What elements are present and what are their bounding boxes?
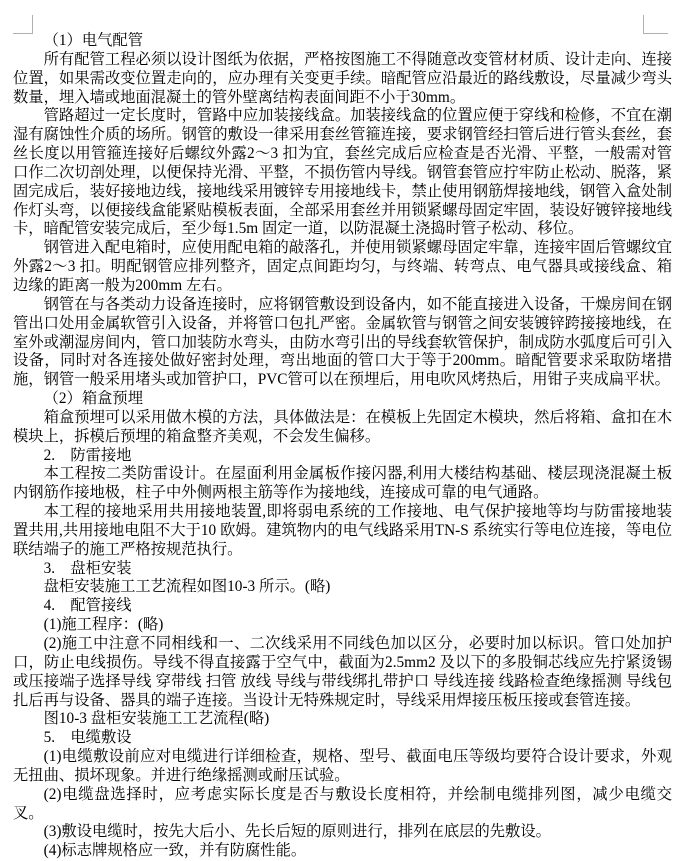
para-cable-reel-selection: (2)电缆盘选择时，应考虑实际长度是否与敷设长度相符，并绘制电缆排列图，减少电缆交叉。 [13,785,672,822]
heading-box-embedding: （2）箱盒预埋 [43,390,144,408]
heading-cable-laying: 5. 电缆敷设 [43,729,132,747]
para-wiring-notes: (2)施工中注意不同相线和一、二次线采用不同线色加以区分，必要时加以标识。管口处加护口，防止电线损伤。导线不得直接露于空气中，截面为2.5mm2 及以下的多股铜芯线应先拧紧烫锡或压接端子选择导线 穿带线 扫管 放线 导线与带线绑扎带护口 导线连接 线路检查绝缘摇测 导线包扎后再与设备、器具的端子连接。当设计无特殊规定时，导线采用焊接压板压接或套管连接。 [13,635,672,709]
para-panel-cabinet-process: 盘柜安装施工工艺流程如图10-3 所示。(略) [43,578,331,596]
heading-electrical-conduit: （1）电气配管 [43,32,144,49]
para-box-embedding-method: 箱盒预埋可以采用做木模的方法，具体做法是：在模板上先固定木模块，然后将箱、盒扣在木模块上，拆模后预埋的箱盒整齐美观，不会发生偏移。 [13,408,672,445]
para-cable-inspection: (1)电缆敷设前应对电缆进行详细检查，规格、型号、截面电压等级均要符合设计要求，外观无扭曲、损坏现象。并进行绝缘摇测或耐压试验。 [13,748,672,784]
para-steel-pipe-into-distribution-box: 钢管进入配电箱时，应使用配电箱的敲落孔，并使用锁紧螺母固定牢靠，连接牢固后管螺纹宜外露2～3 扣。明配钢管应排列整齐，固定点间距均匀，与终端、转弯点、电气器具或接线盒、箱边缘的距离一般为200mm 左右。 [13,239,672,294]
document-body[interactable] [13,32,672,861]
heading-lightning-grounding: 2. 防雷接地 [43,446,132,464]
para-cable-laying-order: (3)敷设电缆时，按先大后小、先长后短的原则进行，排列在底层的先敷设。 [43,823,551,841]
heading-conduit-wiring: 4. 配管接线 [43,597,132,615]
para-shared-grounding: 本工程的接地采用共用接地装置,即将弱电系统的工作接地、电气保护接地等均与防雷接地装置共用,共用接地电阻不大于10 欧姆。建筑物内的电气线路采用TN-S 系统实行等电位连接，等电位联结端子的施工严格按规范执行。 [13,503,672,558]
para-steel-pipe-equipment-connection: 钢管在与各类动力设备连接时，应将钢管敷设到设备内，如不能直接进入设备，干燥房间在钢管出口处用金属软管引入设备，并将管口包扎严密。金属软管与钢管之间安装镀锌跨接接地线，在室外或潮湿房间内，管口加装防水弯头，由防水弯引出的导线套软管保护，制成防水弧度后可引入设备，同时对各连接处做好密封处理，弯出地面的管口大于等于200mm。暗配管要求采取防堵措施，钢管一般采用堵头或加管护口，PVC管可以在预埋后，用电吹风烤热后，用钳子夹成扁平状。 [13,295,672,389]
heading-panel-cabinet-installation: 3. 盘柜安装 [43,559,132,577]
para-conduit-junction-boxes: 管路超过一定长度时，管路中应加装接线盒。加装接线盒的位置应便于穿线和检修，不宜在潮湿有腐蚀性介质的场所。钢管的敷设一律采用套丝管箍连接，要求钢管经扫管后进行管头套丝，套丝长度以用管箍连接好后螺纹外露2～3 扣为宜，套丝完成后应检查是否光滑、平整，一般需对管口作二次切剖处理，以便保持光滑、平整，不损伤管内导线。钢管套管应拧牢防止松动、脱落，紧固完成后，装好接地边线，接地线采用镀锌专用接地线卡，禁止使用钢筋焊接地线，钢管入盒处制作灯头弯，以便接线盒能紧贴模板表面，全部采用套丝并用锁紧螺母固定牢固，装设好镀锌接地线卡，暗配管安装完成后，至少每1.5m 固定一道，以防混凝土浇捣时管子松动、移位。 [13,107,672,238]
para-sign-board: (4)标志牌规格应一致，并有防腐性能。 [43,842,307,860]
para-construction-procedure: (1)施工程序：(略) [43,616,164,634]
para-figure-caption: 图10-3 盘柜安装施工工艺流程(略) [43,710,270,728]
para-lightning-design: 本工程按二类防雷设计。在屋面利用金属板作接闪器,利用大楼结构基础、楼层现浇混凝土板内钢筋作接地极，柱子中外侧两根主筋等作为接地线，连接成可靠的电气通路。 [13,465,672,502]
para-conduit-general: 所有配管工程必须以设计图纸为依据，严格按图施工不得随意改变管材材质、设计走向、连接位置，如果需改变位置走向的，应办理有关变更手续。暗配管应沿最近的路线敷设，尽量减少弯头数量，埋入墙或地面混凝土的管外壁离结构表面间距不小于30mm。 [13,50,672,106]
